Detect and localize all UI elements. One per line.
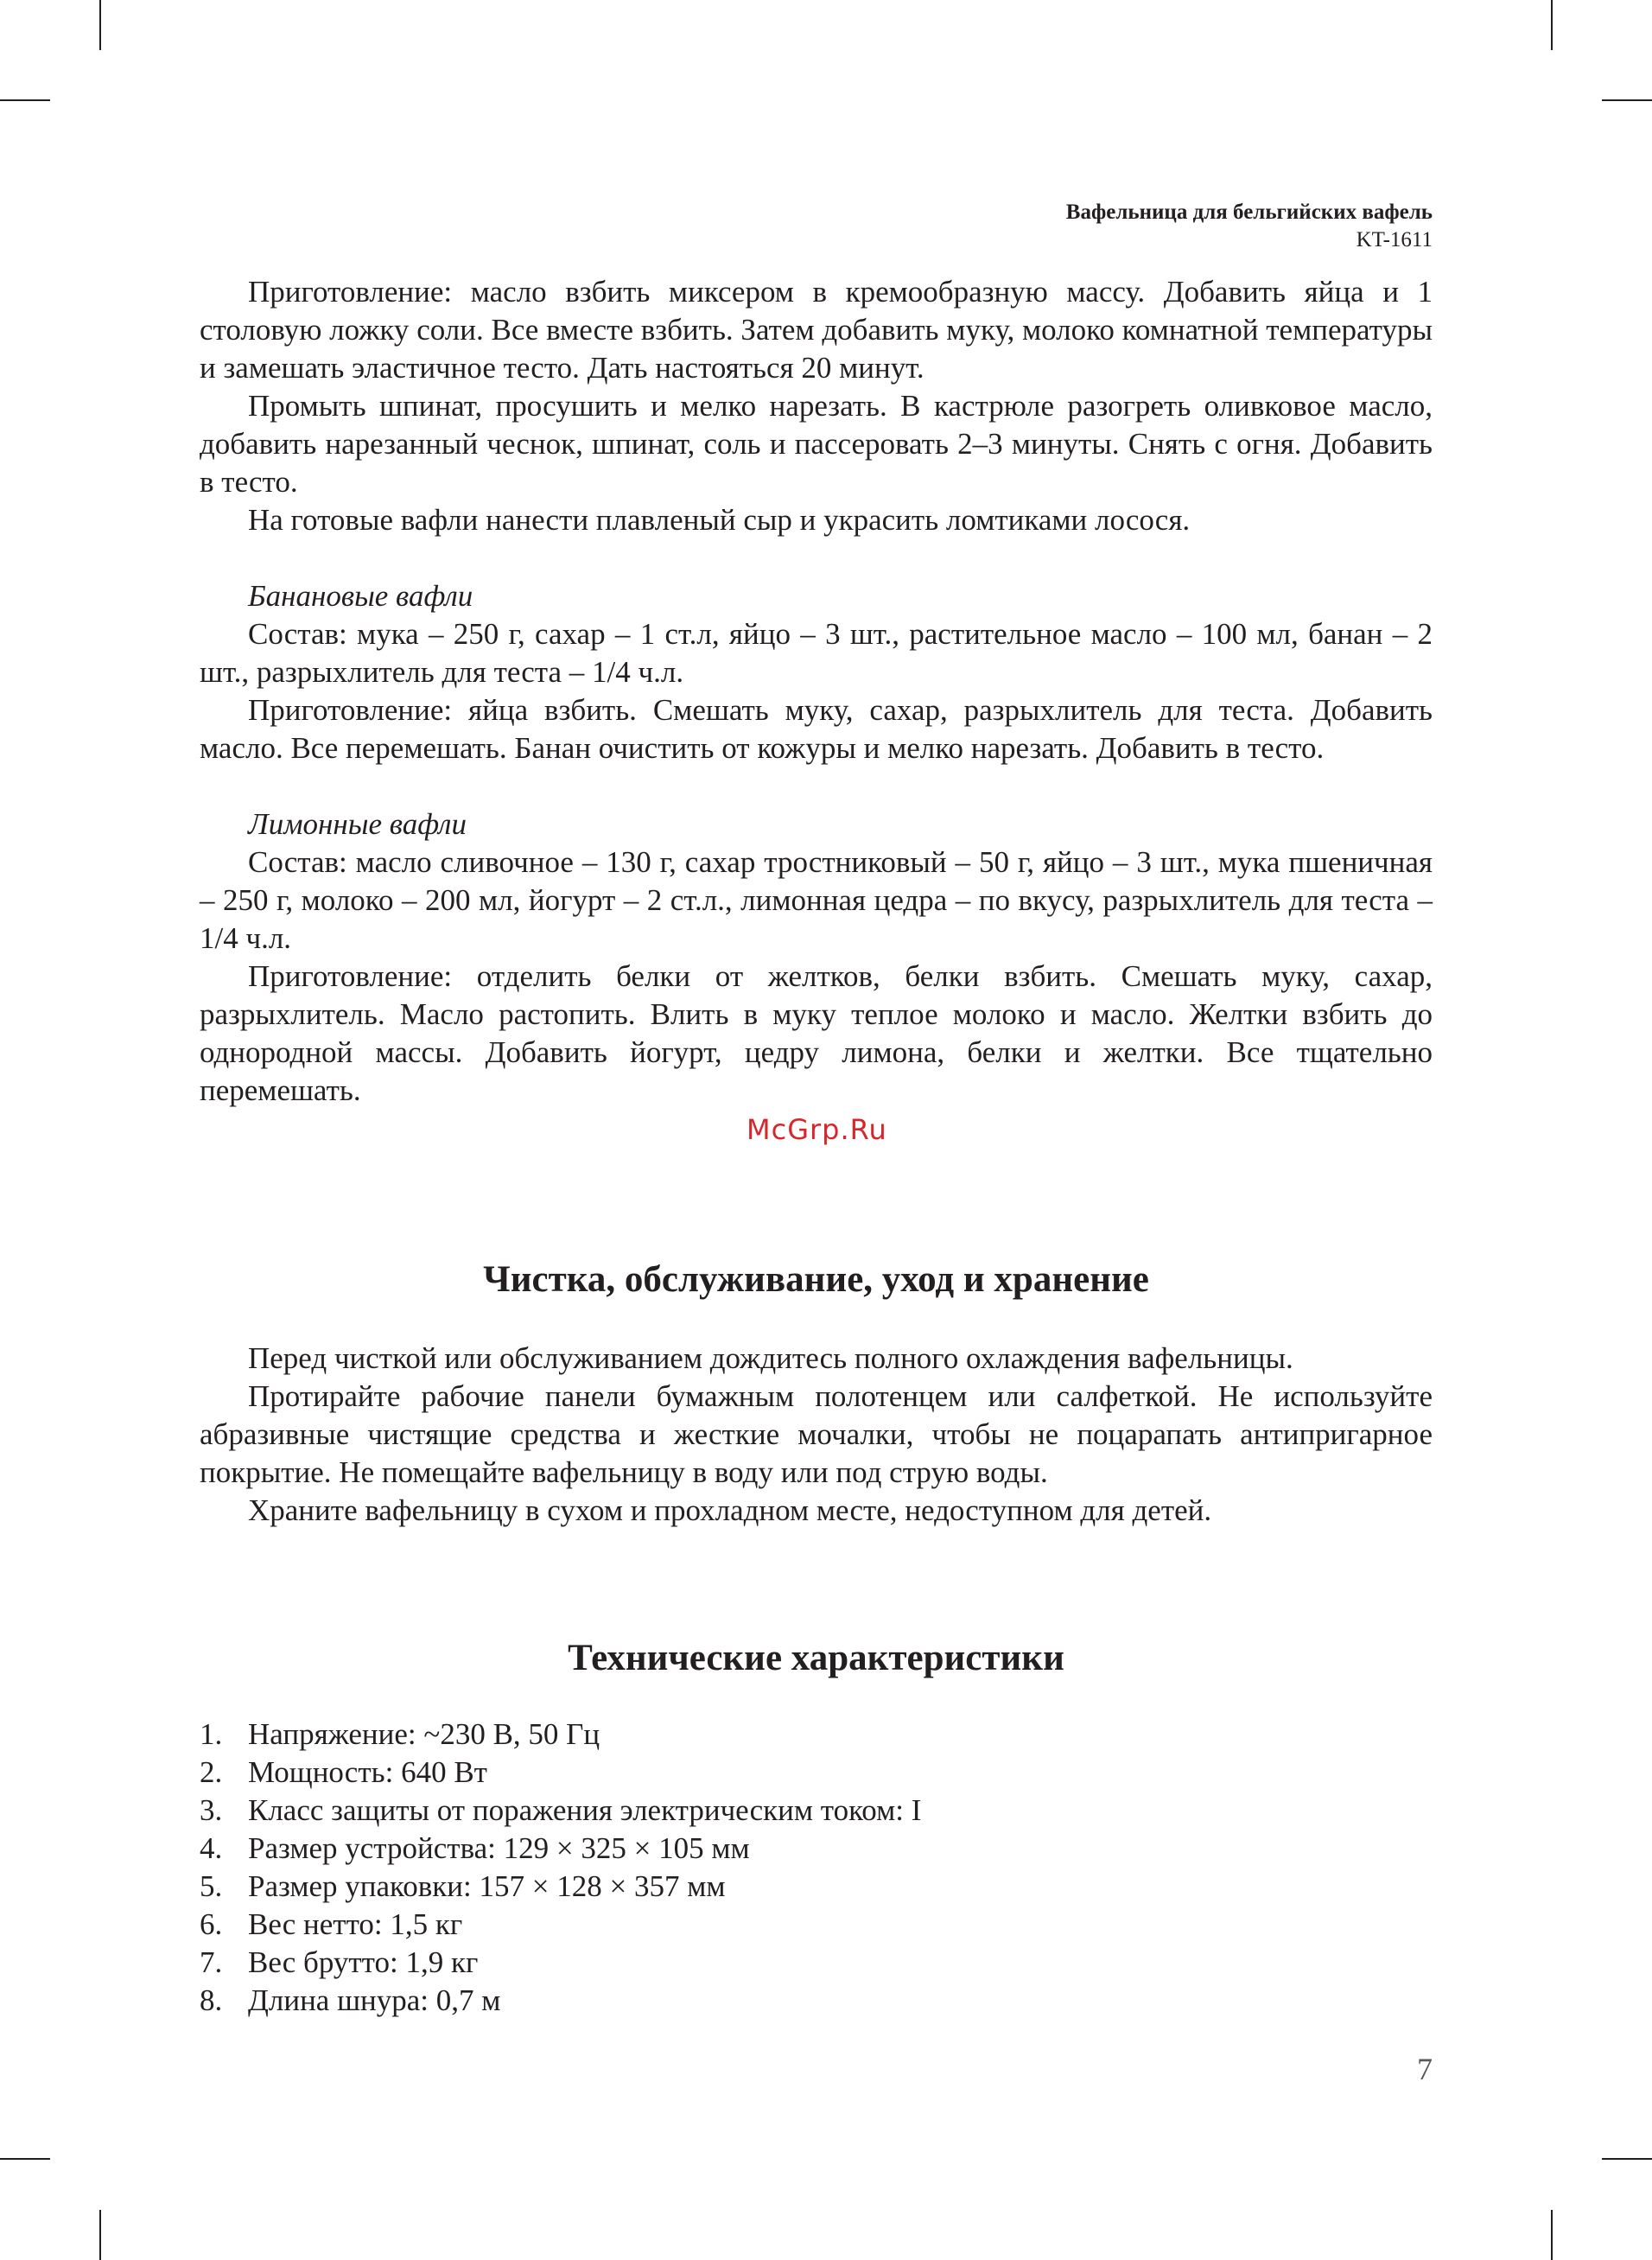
recipe-preparation: Приготовление: масло взбить миксером в кремообразную массу. Добавить яйца и 1 столовую ложку соли. Все вместе взбить. Затем добавить муку, молоко комнатной температуры и замешать эластичное тесто. Дать настояться 20 минут. <box>200 275 1433 385</box>
banana-waffles-title: Банановые вафли <box>248 579 473 613</box>
spec-item: 7. Вес брутто: 1,9 кг <box>200 1945 479 1979</box>
crop-mark-bottom-right <box>1551 2210 1553 2260</box>
banana-preparation: Приготовление: яйца взбить. Смешать муку, сахар, разрыхлитель для теста. Добавить масло. Все перемешать. Банан очистить от кожуры и мелко нарезать. Добавить в тесто. <box>200 693 1433 765</box>
crop-mark-right-bottom <box>1602 2158 1652 2160</box>
spec-item: 8. Длина шнура: 0,7 м <box>200 1983 501 2017</box>
recipe-serving: На готовые вафли нанести плавленый сыр и украсить ломтиками лосося. <box>248 503 1191 537</box>
specs-heading: Технические характеристики <box>568 1638 1064 1678</box>
crop-mark-top-left <box>99 0 101 50</box>
spec-item: 6. Вес нетто: 1,5 кг <box>200 1907 463 1941</box>
page-number: 7 <box>1417 2052 1433 2086</box>
spec-item: 1. Напряжение: ~230 В, 50 Гц <box>200 1717 600 1751</box>
crop-mark-left-top <box>0 99 50 101</box>
lemon-ingredients: Состав: масло сливочное – 130 г, сахар тростниковый – 50 г, яйцо – 3 шт., мука пшеничная – 250 г, молоко – 200 мл, йогурт – 2 ст.л., лимонная цедра – по вкусу, разрыхлитель для теста – 1/4 ч.л. <box>200 845 1433 955</box>
spec-item: 5. Размер упаковки: 157 × 128 × 357 мм <box>200 1869 726 1903</box>
crop-mark-right-top <box>1602 99 1652 101</box>
recipe-spinach-step: Промыть шпинат, просушить и мелко нарезать. В кастрюле разогреть оливковое масло, добавить нарезанный чеснок, шпинат, соль и пассеровать 2–3 минуты. Снять с огня. Добавить в тесто. <box>200 389 1433 499</box>
banana-ingredients: Состав: мука – 250 г, сахар – 1 ст.л, яйцо – 3 шт., растительное масло – 100 мл, банан – 2 шт., разрыхлитель для теста – 1/4 ч.л. <box>200 617 1433 689</box>
cleaning-storage: Храните вафельницу в сухом и прохладном месте, недоступном для детей. <box>248 1493 1212 1527</box>
cleaning-section <box>200 1340 1433 1530</box>
crop-mark-bottom-left <box>99 2210 101 2260</box>
crop-mark-left-bottom <box>0 2158 50 2160</box>
spec-item: 4. Размер устройства: 129 × 325 × 105 мм <box>200 1831 750 1865</box>
cleaning-wipe: Протирайте рабочие панели бумажным полотенцем или салфеткой. Не используйте абразивные чистящие средства и жесткие мочалки, чтобы не поцарапать антипригарное покрытие. Не помещайте вафельницу в воду или под струю воды. <box>200 1379 1433 1489</box>
specs-list <box>200 1716 1433 2020</box>
spec-item: 3. Класс защиты от поражения электрическим током: I <box>200 1793 922 1827</box>
cleaning-heading: Чистка, обслуживание, уход и хранение <box>483 1259 1149 1300</box>
watermark: McGrp.Ru <box>747 1113 887 1146</box>
header-title: Вафельница для бельгийских вафель <box>1065 201 1433 224</box>
cleaning-cooldown: Перед чисткой или обслуживанием дождитесь полного охлаждения вафельницы. <box>248 1341 1293 1375</box>
lemon-preparation: Приготовление: отделить белки от желтков, белки взбить. Смешать муку, сахар, разрыхлитель. Масло растопить. Влить в муку теплое молоко и масло. Желтки взбить до однородной массы. Добавить йогурт, цедру лимона, белки и желтки. Все тщательно перемешать. <box>200 959 1433 1107</box>
recipe-section <box>200 273 1433 1110</box>
spec-item: 2. Мощность: 640 Вт <box>200 1755 487 1789</box>
header-model: KT-1611 <box>1356 228 1433 251</box>
crop-mark-top-right <box>1551 0 1553 50</box>
lemon-waffles-title: Лимонные вафли <box>248 807 467 841</box>
running-header <box>1066 199 1433 254</box>
